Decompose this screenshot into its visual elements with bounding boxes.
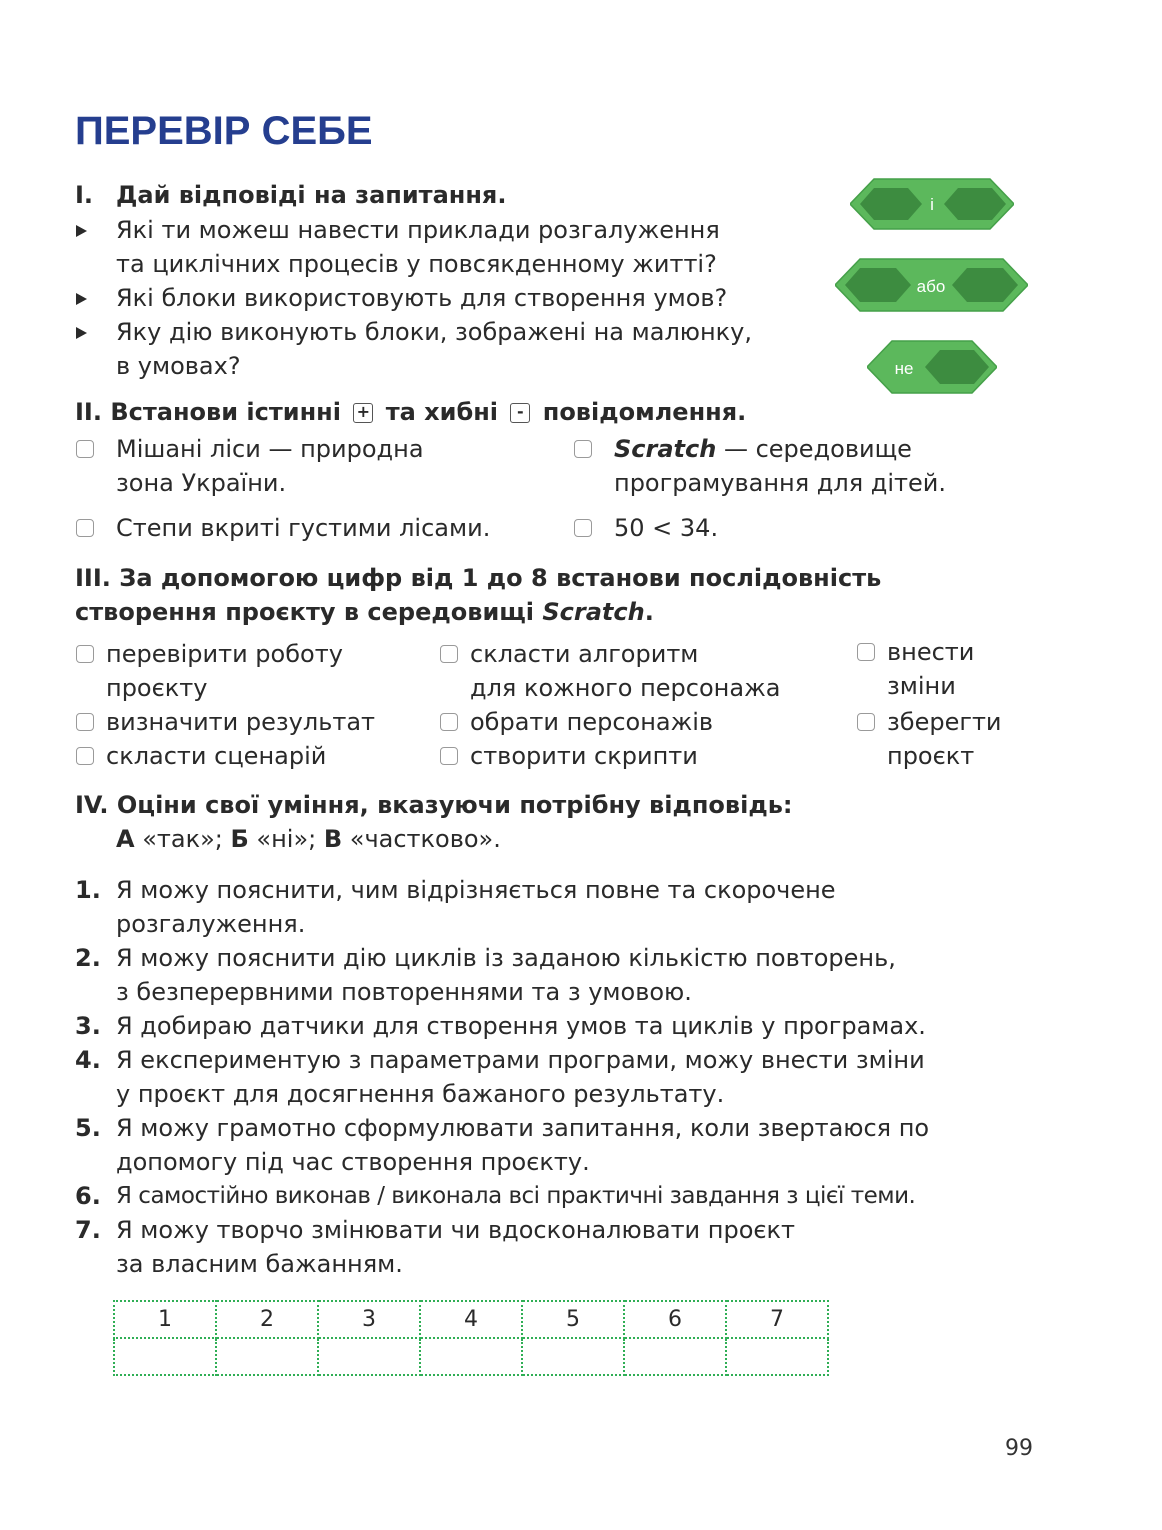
section-3-number: III. [75, 564, 111, 592]
section-3-heading-text: За допомогою цифр від 1 до 8 встанови послідовність [119, 564, 882, 592]
skill-3-line-1: Я добираю датчики для створення умов та циклів у програмах. [116, 1012, 926, 1040]
statement-2-text: — середовище [716, 435, 912, 463]
skill-1-line-1: Я можу пояснити, чим відрізняється повне та скорочене [116, 876, 836, 904]
or-block-icon [835, 258, 1028, 312]
question-3-line-2: в умовах? [116, 352, 241, 380]
section-2-heading [75, 395, 746, 429]
scratch-term: Scratch [542, 598, 645, 626]
answer-grid [113, 1300, 829, 1376]
step-algorithm-line-2: для кожного персонажа [470, 674, 781, 702]
skill-7-line-1: Я можу творчо змінювати чи вдосконалювати проєкт [116, 1216, 796, 1244]
section-3-heading-period: . [644, 598, 654, 626]
statement-4-checkbox[interactable] [574, 519, 592, 537]
skill-2-line-1: Я можу пояснити дію циклів із заданою кількістю повторень, [116, 944, 896, 972]
grid-answer-cell[interactable] [420, 1338, 522, 1375]
answer-v-text: «частково». [342, 825, 501, 853]
step-checkbox[interactable] [76, 747, 94, 765]
step-checkbox[interactable] [440, 747, 458, 765]
skill-1-line-2: розгалуження. [116, 910, 306, 938]
grid-answer-cell[interactable] [216, 1338, 318, 1375]
grid-header-cell: 1 [114, 1301, 216, 1338]
minus-box-icon: - [510, 403, 530, 423]
statement-3-checkbox[interactable] [76, 519, 94, 537]
question-3-line-1: Яку дію виконують блоки, зображені на малюнку, [116, 318, 753, 346]
grid-header-cell: 2 [216, 1301, 318, 1338]
skill-7-number: 7. [75, 1216, 101, 1244]
section-4-heading-text: Оціни свої уміння, вказуючи потрібну відповідь: [116, 791, 793, 819]
and-block-icon [850, 178, 1014, 230]
section-3-heading-text-2: створення проєкту в середовищі [75, 598, 535, 626]
answer-a-letter: А [116, 825, 135, 853]
answer-v-letter: В [323, 825, 343, 853]
grid-answer-cell[interactable] [522, 1338, 624, 1375]
section-2-number: II. [75, 398, 102, 426]
page-title: ПЕРЕВІР СЕБЕ [75, 109, 373, 153]
question-1-line-1: Які ти можеш навести приклади розгалуження [116, 216, 720, 244]
step-create-scripts: створити скрипти [470, 742, 698, 770]
scratch-term: Scratch [614, 435, 717, 463]
skill-7-line-2: за власним бажанням. [116, 1250, 403, 1278]
answer-legend [116, 822, 501, 856]
statement-1-line-1: Мішані ліси — природна [116, 435, 424, 463]
skill-1-number: 1. [75, 876, 101, 904]
statement-2-checkbox[interactable] [574, 440, 592, 458]
skill-4-line-2: у проєкт для досягнення бажаного результату. [116, 1080, 725, 1108]
step-make-changes-line-2: зміни [887, 672, 956, 700]
section-1-number: I. [75, 181, 94, 209]
step-define-result: визначити результат [106, 708, 376, 736]
skill-4-number: 4. [75, 1046, 101, 1074]
grid-answer-cell[interactable] [726, 1338, 828, 1375]
statement-3: Степи вкриті густими лісами. [116, 514, 491, 542]
step-checkbox[interactable] [76, 713, 94, 731]
skill-5-number: 5. [75, 1114, 101, 1142]
and-block-label: і [930, 195, 934, 214]
answer-a-text: «так»; [134, 825, 231, 853]
section-2-heading-part-2: та хибні [385, 398, 499, 426]
grid-answer-cell[interactable] [318, 1338, 420, 1375]
section-2-heading-part-1: Встанови істинні [110, 398, 341, 426]
statement-4: 50 < 34. [614, 514, 719, 542]
bullet-icon [76, 293, 87, 305]
section-4-heading [75, 788, 793, 822]
grid-answer-cell[interactable] [624, 1338, 726, 1375]
section-1-heading-text: Дай відповіді на запитання. [116, 181, 507, 209]
skill-4-line-1: Я експериментую з параметрами програми, можу внести зміни [116, 1046, 925, 1074]
step-checkbox[interactable] [857, 713, 875, 731]
statement-1-checkbox[interactable] [76, 440, 94, 458]
step-checkbox[interactable] [440, 713, 458, 731]
step-algorithm-line-1: скласти алгоритм [470, 640, 699, 668]
grid-header-cell: 3 [318, 1301, 420, 1338]
section-2-heading-part-3: повідомлення. [542, 398, 747, 426]
step-check-work-line-1: перевірити роботу [106, 640, 343, 668]
skill-6-line-1: Я самостійно виконав / виконала всі практичні завдання з цієї теми. [116, 1183, 916, 1209]
question-2: Які блоки використовують для створення умов? [116, 284, 728, 312]
step-save-project-line-2: проєкт [887, 742, 975, 770]
statement-2-line-1 [614, 432, 912, 466]
step-checkbox[interactable] [857, 643, 875, 661]
page-number: 99 [1005, 1436, 1033, 1461]
step-make-changes-line-1: внести [887, 638, 975, 666]
skill-2-number: 2. [75, 944, 101, 972]
section-1-heading [75, 178, 507, 212]
section-4-number: IV. [75, 791, 109, 819]
step-checkbox[interactable] [76, 645, 94, 663]
section-3-heading-line-2 [75, 595, 654, 629]
plus-box-icon: + [353, 403, 373, 423]
bullet-icon [76, 327, 87, 339]
skill-5-line-1: Я можу грамотно сформулювати запитання, коли звертаюся по [116, 1114, 930, 1142]
skill-3-number: 3. [75, 1012, 101, 1040]
answer-grid-input-row [114, 1338, 828, 1375]
step-write-scenario: скласти сценарій [106, 742, 327, 770]
skill-5-line-2: допомогу під час створення проєкту. [116, 1148, 590, 1176]
grid-header-cell: 4 [420, 1301, 522, 1338]
grid-header-cell: 5 [522, 1301, 624, 1338]
grid-header-cell: 6 [624, 1301, 726, 1338]
not-block-icon [867, 340, 997, 394]
grid-answer-cell[interactable] [114, 1338, 216, 1375]
skill-6-number: 6. [75, 1182, 101, 1210]
or-block-label: або [916, 277, 946, 296]
statement-1-line-2: зона України. [116, 469, 287, 497]
answer-b-text: «ні»; [248, 825, 324, 853]
section-3-heading-line-1 [75, 561, 881, 595]
answer-grid-header-row [114, 1301, 828, 1338]
bullet-icon [76, 225, 87, 237]
step-choose-characters: обрати персонажів [470, 708, 714, 736]
statement-2-line-2: програмування для дітей. [614, 469, 947, 497]
skill-2-line-2: з безперервними повтореннями та з умовою. [116, 978, 692, 1006]
step-check-work-line-2: проєкту [106, 674, 208, 702]
step-checkbox[interactable] [440, 645, 458, 663]
grid-header-cell: 7 [726, 1301, 828, 1338]
step-save-project-line-1: зберегти [887, 708, 1002, 736]
answer-b-letter: Б [230, 825, 249, 853]
not-block-label: не [894, 359, 914, 378]
question-1-line-2: та циклічних процесів у повсякденному житті? [116, 250, 717, 278]
